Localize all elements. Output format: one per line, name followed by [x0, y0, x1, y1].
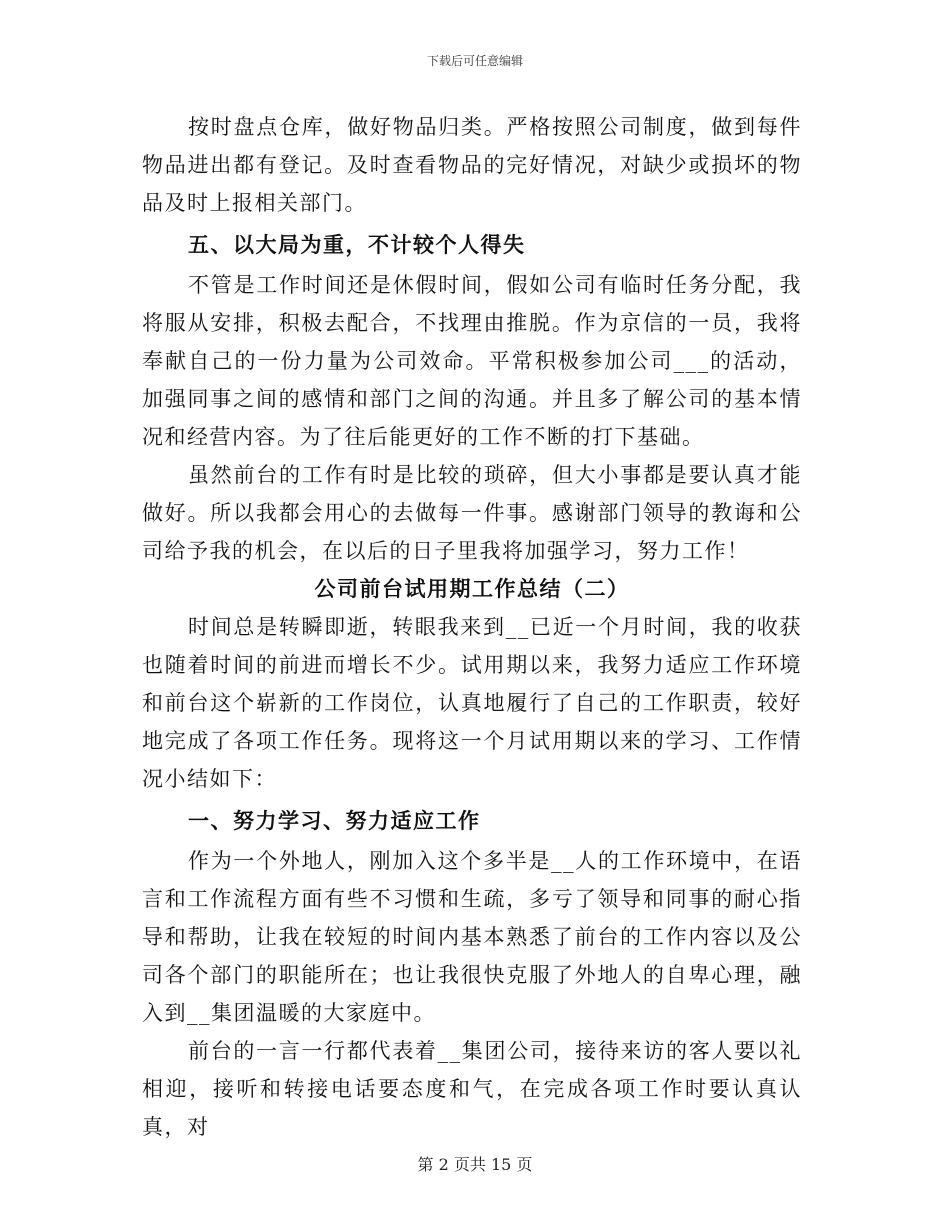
paragraph: 前台的一言一行都代表着__集团公司，接待来访的客人要以礼相迎，接听和转接电话要态度和气，在完成各项工作时要认真认真，对 — [142, 1039, 802, 1139]
section-heading: 五、以大局为重，不计较个人得失 — [188, 232, 526, 257]
page-header: 下载后可任意编辑 — [426, 54, 523, 68]
paragraph: 按时盘点仓库，做好物品归类。严格按照公司制度，做到每件物品进出都有登记。及时查看物品的完好情况，对缺少或损坏的物品及时上报相关部门。 — [142, 115, 802, 215]
document-title: 公司前台试用期工作总结（二） — [314, 576, 630, 601]
paragraph: 时间总是转瞬即逝，转眼我来到__已近一个月时间，我的收获也随着时间的前进而增长不少。试用期以来，我努力适应工作环境和前台这个崭新的工作岗位，认真地履行了自己的工作职责，较好地完成了各项工作任务。现将这一个月试用期以来的学习、工作情况小结如下： — [142, 615, 802, 791]
section-heading: 一、努力学习、努力适应工作 — [188, 808, 481, 833]
paragraph: 虽然前台的工作有时是比较的琐碎，但大小事都是要认真才能做好。所以我都会用心的去做每一件事。感谢部门领导的教诲和公司给予我的机会，在以后的日子里我将加强学习，努力工作！ — [142, 463, 802, 563]
paragraph: 作为一个外地人，刚加入这个多半是__人的工作环境中，在语言和工作流程方面有些不习惯和生疏，多亏了领导和同事的耐心指导和帮助，让我在较短的时间内基本熟悉了前台的工作内容以及公司各个部门的职能所在；也让我很快克服了外地人的自卑心理，融入到__集团温暖的大家庭中。 — [142, 849, 802, 1025]
paragraph: 不管是工作时间还是休假时间，假如公司有临时任务分配，我将服从安排，积极去配合，不找理由推脱。作为京信的一员，我将奉献自己的一份力量为公司效命。平常积极参加公司___的活动，加强同事之间的感情和部门之间的沟通。并且多了解公司的基本情况和经营内容。为了往后能更好的工作不断的打下基础。 — [142, 273, 802, 449]
document-body — [142, 108, 802, 1146]
page-footer: 第 2 页共 15 页 — [417, 1155, 533, 1174]
